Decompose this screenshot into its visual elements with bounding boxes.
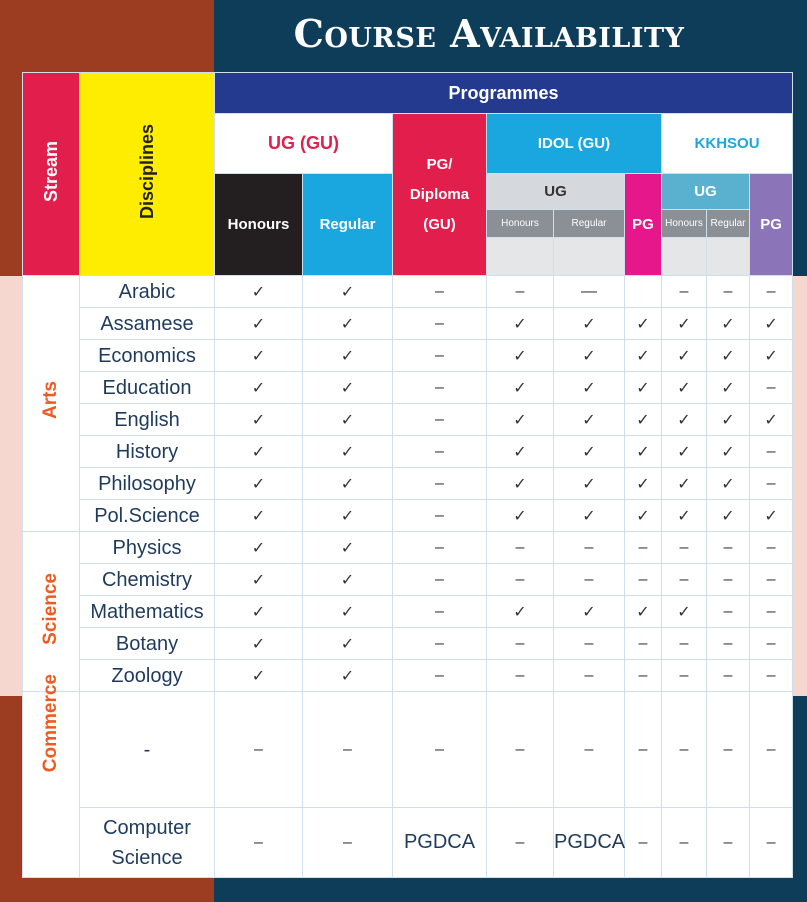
table-row <box>23 808 793 878</box>
discipline-cell: Education <box>80 372 215 404</box>
availability-cell: – <box>625 692 662 808</box>
stream-arts: Arts <box>23 276 80 532</box>
availability-cell: – <box>707 692 750 808</box>
availability-cell: ✓ <box>303 628 393 660</box>
availability-cell: ✓ <box>303 500 393 532</box>
table-row <box>23 340 793 372</box>
availability-cell: – <box>750 564 793 596</box>
discipline-cell: Chemistry <box>80 564 215 596</box>
availability-cell: ✓ <box>662 372 707 404</box>
availability-cell: ✓ <box>554 468 625 500</box>
availability-cell: ✓ <box>707 340 750 372</box>
table-row <box>23 564 793 596</box>
availability-cell: – <box>393 500 487 532</box>
header-filler <box>707 238 750 276</box>
availability-cell: ✓ <box>215 404 303 436</box>
page-title: Course Availability <box>293 11 685 56</box>
discipline-cell: Mathematics <box>80 596 215 628</box>
availability-cell: ✓ <box>487 340 554 372</box>
availability-cell: ✓ <box>625 596 662 628</box>
availability-cell: ✓ <box>215 532 303 564</box>
availability-cell: ✓ <box>303 660 393 692</box>
discipline-cell: English <box>80 404 215 436</box>
availability-cell: – <box>554 692 625 808</box>
table-row <box>23 500 793 532</box>
discipline-cell: Computer Science <box>80 808 215 878</box>
stream-header: Stream <box>23 73 80 276</box>
availability-cell: ✓ <box>554 500 625 532</box>
availability-cell: ✓ <box>662 404 707 436</box>
availability-cell: ✓ <box>215 596 303 628</box>
availability-cell: ✓ <box>215 660 303 692</box>
availability-cell: – <box>393 340 487 372</box>
availability-cell: – <box>393 596 487 628</box>
availability-cell: – <box>662 628 707 660</box>
availability-cell: – <box>662 660 707 692</box>
availability-cell: – <box>707 596 750 628</box>
stream-science: Science <box>23 532 80 692</box>
availability-cell: – <box>707 660 750 692</box>
availability-cell: ✓ <box>487 500 554 532</box>
availability-cell: – <box>393 532 487 564</box>
availability-cell: – <box>750 628 793 660</box>
availability-cell: – <box>487 532 554 564</box>
idol-pg-header: PG <box>625 174 662 276</box>
availability-cell: – <box>487 808 554 878</box>
availability-cell: – <box>662 276 707 308</box>
availability-cell: – <box>707 532 750 564</box>
availability-cell: – <box>707 564 750 596</box>
availability-cell: – <box>554 628 625 660</box>
availability-cell: ✓ <box>662 500 707 532</box>
table-row <box>23 468 793 500</box>
availability-cell: – <box>625 628 662 660</box>
availability-cell: – <box>750 660 793 692</box>
kkhsou-ug-header: UG <box>662 174 750 210</box>
availability-cell: – <box>487 564 554 596</box>
availability-cell: ✓ <box>662 308 707 340</box>
availability-cell: – <box>625 532 662 564</box>
availability-cell: ✓ <box>707 468 750 500</box>
availability-cell: ✓ <box>487 436 554 468</box>
availability-cell: PGDCA <box>554 808 625 878</box>
availability-cell: ✓ <box>707 372 750 404</box>
header-filler <box>554 238 625 276</box>
availability-cell: ✓ <box>625 308 662 340</box>
availability-cell: – <box>393 404 487 436</box>
availability-cell: – <box>662 564 707 596</box>
availability-cell: – <box>215 692 303 808</box>
availability-cell: – <box>554 532 625 564</box>
availability-cell: – <box>393 692 487 808</box>
availability-cell: – <box>750 532 793 564</box>
availability-cell: ✓ <box>215 372 303 404</box>
availability-cell: ✓ <box>662 468 707 500</box>
availability-cell: – <box>393 468 487 500</box>
discipline-cell: Pol.Science <box>80 500 215 532</box>
availability-cell: – <box>215 808 303 878</box>
availability-cell: – <box>707 808 750 878</box>
availability-cell: ✓ <box>554 404 625 436</box>
availability-cell: ✓ <box>662 596 707 628</box>
availability-cell: ✓ <box>303 404 393 436</box>
availability-cell: ✓ <box>487 372 554 404</box>
table-row <box>23 692 793 808</box>
availability-cell: ✓ <box>215 436 303 468</box>
kkhsou-pg-header: PG <box>750 174 793 276</box>
availability-cell: ✓ <box>750 340 793 372</box>
availability-cell: – <box>750 596 793 628</box>
availability-cell: – <box>707 276 750 308</box>
ug-regular-header: Regular <box>303 174 393 276</box>
pg-diploma-header: PG/ Diploma (GU) <box>393 114 487 276</box>
availability-cell: – <box>750 692 793 808</box>
availability-cell: – <box>750 372 793 404</box>
availability-cell: – <box>625 660 662 692</box>
availability-cell: – <box>303 808 393 878</box>
availability-cell: – <box>750 808 793 878</box>
discipline-cell: Assamese <box>80 308 215 340</box>
availability-cell: ✓ <box>554 596 625 628</box>
ug-honours-header: Honours <box>215 174 303 276</box>
availability-cell: ✓ <box>662 340 707 372</box>
availability-cell: ✓ <box>554 308 625 340</box>
discipline-cell: Philosophy <box>80 468 215 500</box>
stream-commerce: Commerce <box>23 692 80 878</box>
availability-cell: ✓ <box>215 628 303 660</box>
availability-cell: – <box>393 628 487 660</box>
availability-cell: – <box>750 276 793 308</box>
availability-cell: ✓ <box>707 404 750 436</box>
discipline-cell: Arabic <box>80 276 215 308</box>
availability-cell: – <box>393 276 487 308</box>
availability-cell: ✓ <box>303 276 393 308</box>
availability-cell: ✓ <box>625 372 662 404</box>
availability-cell: ✓ <box>750 500 793 532</box>
availability-cell: ✓ <box>215 276 303 308</box>
availability-cell: ✓ <box>662 436 707 468</box>
availability-cell: – <box>393 372 487 404</box>
availability-cell: ✓ <box>215 340 303 372</box>
availability-cell: — <box>554 276 625 308</box>
availability-cell: – <box>625 564 662 596</box>
table-row <box>23 596 793 628</box>
availability-cell: ✓ <box>303 564 393 596</box>
availability-cell: – <box>303 692 393 808</box>
idol-ug-header: UG <box>487 174 625 210</box>
idol-regular-header: Regular <box>554 210 625 238</box>
availability-cell: ✓ <box>750 404 793 436</box>
availability-cell: – <box>662 808 707 878</box>
availability-cell: – <box>487 276 554 308</box>
availability-cell: – <box>393 660 487 692</box>
availability-cell: – <box>750 468 793 500</box>
availability-cell: ✓ <box>487 308 554 340</box>
availability-cell: ✓ <box>750 308 793 340</box>
discipline-cell: Botany <box>80 628 215 660</box>
table-row <box>23 404 793 436</box>
availability-cell: ✓ <box>303 436 393 468</box>
availability-cell: ✓ <box>215 468 303 500</box>
availability-cell: ✓ <box>487 404 554 436</box>
availability-cell: – <box>393 436 487 468</box>
availability-cell: ✓ <box>303 340 393 372</box>
availability-cell: – <box>554 660 625 692</box>
availability-cell: ✓ <box>303 308 393 340</box>
availability-cell: – <box>393 308 487 340</box>
kkhsou-regular-header: Regular <box>707 210 750 238</box>
availability-cell: – <box>662 532 707 564</box>
availability-cell: – <box>662 692 707 808</box>
availability-cell: PGDCA <box>393 808 487 878</box>
availability-cell: ✓ <box>303 532 393 564</box>
availability-cell: ✓ <box>625 500 662 532</box>
availability-cell: ✓ <box>625 404 662 436</box>
availability-cell: ✓ <box>554 340 625 372</box>
availability-cell: – <box>625 808 662 878</box>
table-row <box>23 660 793 692</box>
availability-cell: – <box>554 564 625 596</box>
availability-cell: ✓ <box>707 308 750 340</box>
idol-gu-header: IDOL (GU) <box>487 114 662 174</box>
availability-cell: ✓ <box>215 500 303 532</box>
table-row <box>23 308 793 340</box>
availability-cell: ✓ <box>625 340 662 372</box>
discipline-cell: Physics <box>80 532 215 564</box>
availability-cell: ✓ <box>303 468 393 500</box>
availability-cell: ✓ <box>625 468 662 500</box>
availability-cell: ✓ <box>707 500 750 532</box>
availability-cell: – <box>393 564 487 596</box>
availability-cell: ✓ <box>303 596 393 628</box>
table-row <box>23 276 793 308</box>
header-filler <box>487 238 554 276</box>
availability-cell: – <box>487 628 554 660</box>
header-filler <box>662 238 707 276</box>
availability-cell: ✓ <box>303 372 393 404</box>
availability-cell: – <box>750 436 793 468</box>
course-availability-table <box>22 72 793 878</box>
discipline-cell: History <box>80 436 215 468</box>
availability-cell: ✓ <box>707 436 750 468</box>
discipline-cell: Economics <box>80 340 215 372</box>
disciplines-header: Disciplines <box>80 73 215 276</box>
availability-cell: – <box>487 692 554 808</box>
ug-gu-header: UG (GU) <box>215 114 393 174</box>
availability-cell: ✓ <box>215 564 303 596</box>
availability-cell: ✓ <box>554 372 625 404</box>
kkhsou-header: KKHSOU <box>662 114 793 174</box>
availability-cell: ✓ <box>554 436 625 468</box>
availability-cell: – <box>487 660 554 692</box>
idol-honours-header: Honours <box>487 210 554 238</box>
programmes-header: Programmes <box>215 73 793 114</box>
table-row <box>23 628 793 660</box>
availability-cell <box>625 276 662 308</box>
table-row <box>23 372 793 404</box>
availability-cell: ✓ <box>487 596 554 628</box>
availability-cell: ✓ <box>215 308 303 340</box>
kkhsou-honours-header: Honours <box>662 210 707 238</box>
discipline-cell: - <box>80 692 215 808</box>
availability-cell: ✓ <box>625 436 662 468</box>
table-row <box>23 532 793 564</box>
availability-cell: ✓ <box>487 468 554 500</box>
discipline-cell: Zoology <box>80 660 215 692</box>
table-row <box>23 436 793 468</box>
availability-cell: – <box>707 628 750 660</box>
